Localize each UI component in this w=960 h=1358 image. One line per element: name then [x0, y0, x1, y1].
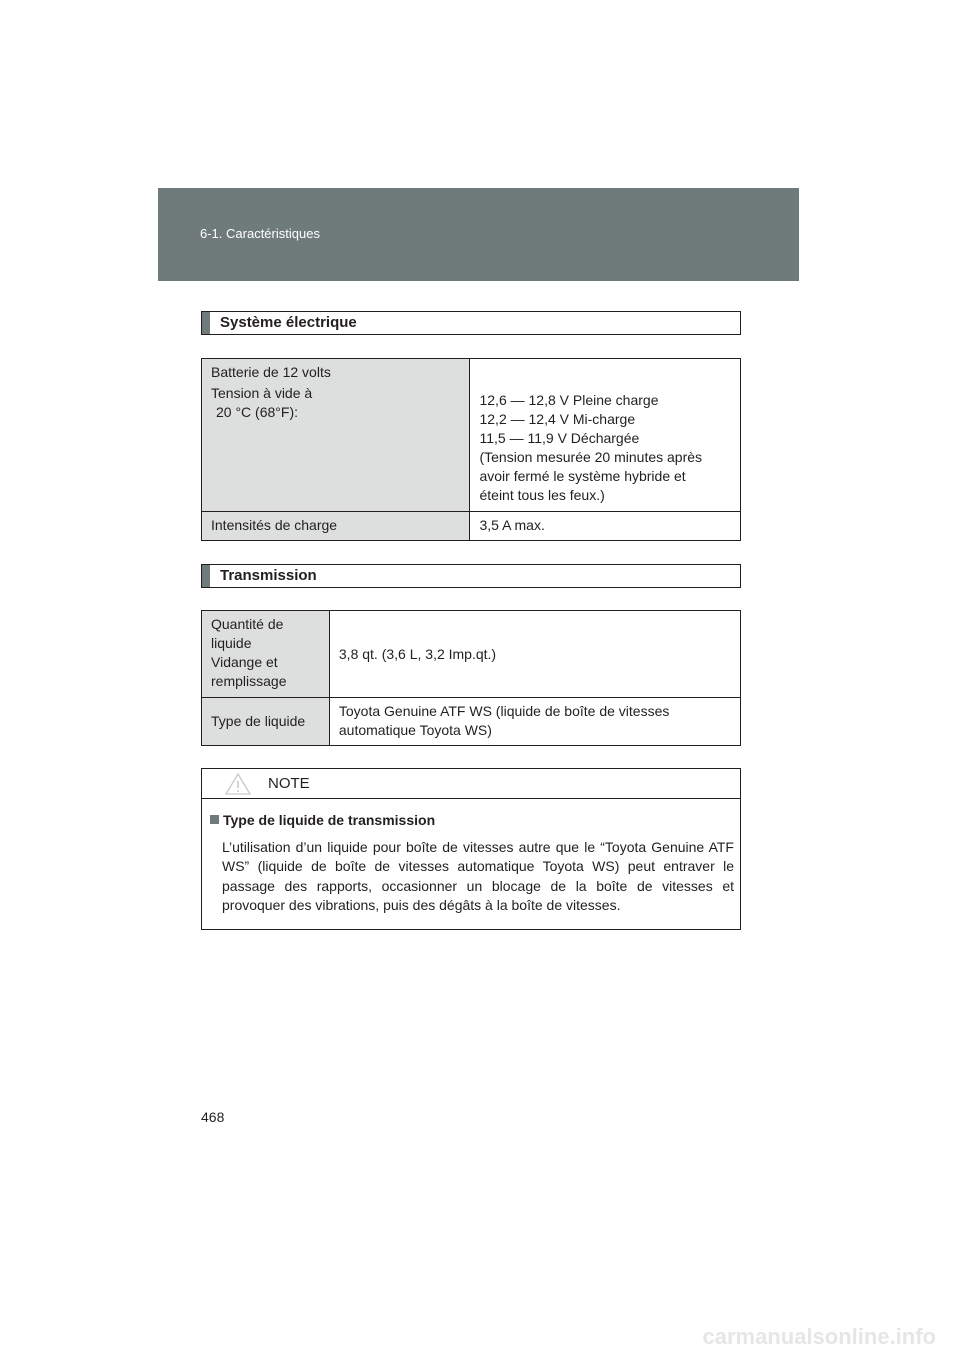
- voltage-line: 11,5 — 11,9 V Déchargée: [479, 430, 640, 446]
- watermark-logo: [578, 1324, 938, 1350]
- table-row: [202, 611, 741, 698]
- fluid-type-label: Type de liquide: [202, 698, 330, 746]
- charge-label: Intensités de charge: [202, 512, 470, 541]
- voltage-value-cell: [470, 359, 741, 512]
- battery-label: Batterie de 12 volts: [211, 364, 331, 380]
- electrical-heading: [201, 311, 741, 335]
- quantity-label-line: liquide: [211, 635, 252, 651]
- note-paragraph: L’utilisation d’un liquide pour boîte de vitesses autre que le “Toyota Genuine ATF WS” (liquide de boîte de vitesses automatique Toyota WS) peut entraver le passage des rapports, occasionner un blocage de la boîte de vitesses et provoquer des vibrations, puis des dégâts à la boîte de vitesses.: [222, 838, 734, 913]
- quantity-label-line: Vidange et: [211, 654, 278, 670]
- section-title: 6-1. Caractéristiques: [200, 226, 320, 241]
- table-row: [202, 512, 741, 541]
- voltage-label: Tension à vide à: [211, 385, 313, 401]
- note-box: [201, 768, 741, 930]
- voltage-line: 12,6 — 12,8 V Pleine charge: [479, 392, 659, 408]
- square-bullet-icon: [210, 815, 219, 824]
- transmission-table: [201, 610, 741, 746]
- voltage-note-line: éteint tous les feux.): [479, 487, 605, 503]
- voltage-note-line: avoir fermé le système hybride et: [479, 468, 686, 484]
- quantity-value: 3,8 qt. (3,6 L, 3,2 Imp.qt.): [329, 611, 740, 698]
- note-subtitle: [210, 811, 734, 831]
- table-row: [202, 698, 741, 746]
- section-header-band: [158, 188, 799, 281]
- battery-label-cell: [202, 359, 470, 512]
- heading-accent-bar: [202, 312, 210, 334]
- note-body: [202, 799, 740, 916]
- temperature-label: 20 °C (68°F):: [216, 404, 298, 420]
- fluid-type-value: Toyota Genuine ATF WS (liquide de boîte de vitesses automatique Toyota WS): [329, 698, 740, 746]
- voltage-note-line: (Tension mesurée 20 minutes après: [479, 449, 703, 465]
- note-subtitle-text: Type de liquide de transmission: [223, 812, 436, 828]
- voltage-line: 12,2 — 12,4 V Mi-charge: [479, 411, 636, 427]
- quantity-label-cell: [202, 611, 330, 698]
- table-row: [202, 359, 741, 512]
- transmission-heading-text: Transmission: [220, 567, 317, 584]
- quantity-label-line: remplissage: [211, 673, 287, 689]
- transmission-heading: [201, 564, 741, 588]
- svg-text:carmanualsonline.info: carmanualsonline.info: [702, 1324, 936, 1349]
- warning-triangle-icon: [224, 772, 252, 801]
- note-title: NOTE: [268, 775, 310, 792]
- heading-accent-bar: [202, 565, 210, 587]
- quantity-label-line: Quantité de: [211, 616, 284, 632]
- note-header: [202, 769, 740, 799]
- page-number: 468: [201, 1109, 225, 1125]
- electrical-heading-text: Système électrique: [220, 314, 357, 331]
- electrical-table: [201, 358, 741, 541]
- charge-value: 3,5 A max.: [470, 512, 741, 541]
